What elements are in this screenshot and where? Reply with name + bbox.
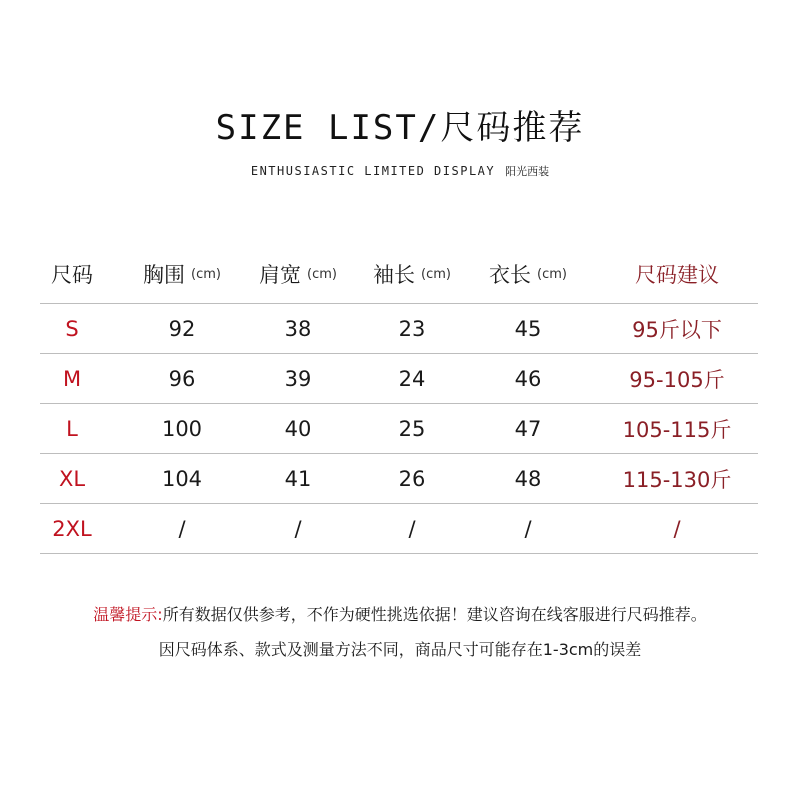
shoulder-value: /	[294, 516, 302, 541]
shoulder-value: 40	[284, 416, 312, 441]
chest-value: 104	[161, 466, 203, 491]
sleeve-value: /	[408, 516, 416, 541]
size-label: 2XL	[52, 516, 92, 541]
size-label: S	[65, 316, 79, 341]
length-value: 46	[514, 366, 542, 391]
tip-line-1	[0, 602, 800, 625]
table-header	[40, 245, 758, 304]
size-label: M	[62, 366, 82, 391]
header-chest: 胸围 (cm)	[143, 263, 221, 287]
suggestion-value: 105-115斤	[622, 417, 732, 442]
length-value: 47	[514, 416, 542, 441]
sleeve-value: 23	[398, 316, 426, 341]
size-label: XL	[58, 466, 86, 491]
suggestion-value: 115-130斤	[622, 467, 732, 492]
sleeve-value: 25	[398, 416, 426, 441]
shoulder-value: 38	[284, 316, 312, 341]
length-value: 48	[514, 466, 542, 491]
header-size: 尺码	[51, 263, 93, 287]
table-row	[40, 304, 758, 354]
page-title: SIZE LIST/尺码推荐	[215, 108, 585, 148]
size-label: L	[66, 416, 78, 441]
header-length-unit: (cm)	[537, 266, 567, 282]
suggestion-value: 95斤以下	[632, 317, 722, 342]
shoulder-value: 39	[284, 366, 312, 391]
length-value: 45	[514, 316, 542, 341]
subtitle-chinese: 阳光西装	[505, 165, 550, 178]
length-value: /	[524, 516, 532, 541]
tip-text-1: 所有数据仅供参考，不作为硬性挑选依据！建议咨询在线客服进行尺码推荐。	[162, 605, 707, 624]
table-row	[40, 354, 758, 404]
chest-value: /	[178, 516, 186, 541]
chest-value: 100	[161, 416, 203, 441]
header-shoulder-unit: (cm)	[307, 266, 337, 282]
tip-label: 温馨提示:	[93, 605, 163, 624]
suggestion-value: /	[673, 516, 681, 541]
table-row	[40, 454, 758, 504]
shoulder-value: 41	[284, 466, 312, 491]
sleeve-value: 24	[398, 366, 426, 391]
table-row	[40, 404, 758, 454]
header-length: 衣长 (cm)	[489, 263, 567, 287]
table-row	[40, 504, 758, 554]
size-table	[40, 245, 758, 554]
chest-value: 92	[168, 316, 196, 341]
tip-line-2: 因尺码体系、款式及测量方法不同，商品尺寸可能存在1-3cm的误差	[158, 640, 642, 659]
sleeve-value: 26	[398, 466, 426, 491]
header-sleeve-unit: (cm)	[421, 266, 451, 282]
subtitle-english: ENTHUSIASTIC LIMITED DISPLAY	[250, 164, 496, 178]
header-suggestion: 尺码建议	[635, 263, 719, 287]
chest-value: 96	[168, 366, 196, 391]
header-shoulder: 肩宽 (cm)	[259, 263, 337, 287]
page-subtitle	[0, 163, 800, 179]
suggestion-value: 95-105斤	[629, 367, 725, 392]
header-chest-unit: (cm)	[191, 266, 221, 282]
header-sleeve: 袖长 (cm)	[373, 263, 451, 287]
